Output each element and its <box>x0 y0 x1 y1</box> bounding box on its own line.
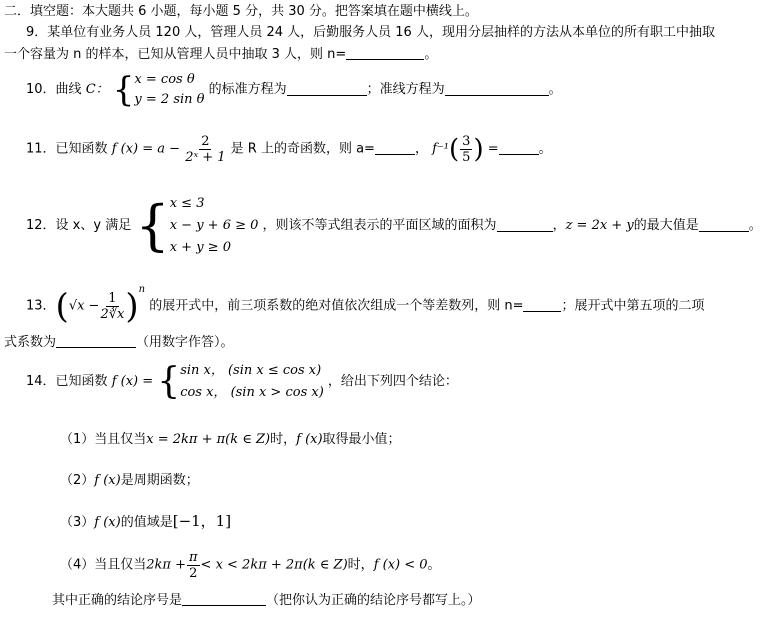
q14-s2-label: （2） <box>60 473 95 488</box>
q12-c1: x ≤ 3 <box>169 196 205 211</box>
q11-fx: f (x) = a − <box>111 141 181 157</box>
section-title: 二．填空题：本大题共 6 小题，每小题 5 分，共 30 分。把答案填在题中横线上。 <box>4 4 478 19</box>
q9-end: 。 <box>424 47 438 62</box>
q14-s1-end: 取得最小值； <box>322 432 401 447</box>
q10-answer-blank-1[interactable] <box>287 82 367 96</box>
q11-mid: 是 R 上的奇函数，则 a= <box>230 141 375 157</box>
q14-s2-fx: f (x) <box>94 473 121 488</box>
q10-mid2: ；准线方程为 <box>366 82 445 97</box>
q12-mid2: ， <box>552 218 566 233</box>
q14-s4-frac-num: π <box>189 550 198 565</box>
q14-s1-label: （1）当且仅当 <box>60 432 147 447</box>
q14 <box>26 360 458 408</box>
brace-icon: { <box>112 70 135 110</box>
q9-line1: 9．某单位有业务人员 120 人，管理人员 24 人，后勤服务人员 16 人，现用分层抽样的方法从本单位的所有职工中抽取 <box>26 25 715 40</box>
q9-text: 一个容量为 n 的样本，已知从管理人员中抽取 3 人，则 n= <box>4 47 347 62</box>
q14-s3-fx: f (x) <box>94 515 121 530</box>
left-paren-icon: ( <box>55 286 69 327</box>
q14-s4-text: 时， <box>347 557 374 573</box>
q14-statement-3 <box>60 513 231 531</box>
q14-s4-label: （4）当且仅当 <box>60 557 147 573</box>
q13-line2b: （用数字作答）。 <box>136 335 234 350</box>
q14-cases <box>157 360 324 404</box>
q10-prefix: 10．曲线 <box>26 82 82 97</box>
q11-end: 。 <box>538 141 552 157</box>
q14-fx: f (x) = <box>111 374 154 389</box>
brace-icon: { <box>157 361 181 402</box>
q10-system <box>113 70 205 110</box>
q14-case2: cos x， (sin x > cos x) <box>180 385 324 400</box>
q12-c3: x + y ≥ 0 <box>169 240 231 255</box>
q14-s4-fraction <box>187 550 200 581</box>
q13-prefix: 13． <box>26 298 56 314</box>
q11-arg-num: 3 <box>462 134 471 149</box>
q14-s3-text: 的值域是 <box>120 515 173 530</box>
q14-s4-math3: f (x) < 0 <box>373 557 428 573</box>
q11-arg-den: 5 <box>462 150 471 165</box>
q10 <box>26 70 562 114</box>
q13-frac-den: 2∛x <box>100 307 125 322</box>
q13-line2 <box>4 334 234 351</box>
q10-eq2: y = 2 sin θ <box>134 92 205 107</box>
q14-answer-blank[interactable] <box>182 592 266 606</box>
q12-end: 。 <box>748 218 762 233</box>
q13-line1: 的展开式中，前三项系数的绝对值依次组成一个等差数列，则 n= <box>149 298 524 314</box>
q14-s4-math1: 2kπ + <box>146 557 186 573</box>
q10-end: 。 <box>548 82 562 97</box>
q9-line2 <box>4 46 437 63</box>
right-paren-icon: ) <box>125 286 139 327</box>
q14-statement-1 <box>60 432 401 448</box>
q10-eq1: x = cos θ <box>134 72 195 87</box>
q14-s1-fx: f (x) <box>296 432 323 447</box>
q12-c2: x − y + 6 ≥ 0 <box>169 218 259 233</box>
q11-prefix: 11．已知函数 <box>26 141 108 157</box>
q14-s3-label: （3） <box>60 515 95 530</box>
q12-z: z = 2x + y <box>565 218 634 233</box>
q11-answer-blank-2[interactable] <box>499 141 539 155</box>
q14-tail: ，给出下列四个结论： <box>327 374 458 389</box>
right-paren-icon: ) <box>473 134 484 165</box>
brace-icon: { <box>135 194 170 257</box>
q12 <box>26 193 762 261</box>
q14-statement-4 <box>60 550 441 584</box>
q14-s4-frac-den: 2 <box>189 566 198 581</box>
q11-answer-blank-1[interactable] <box>375 141 415 155</box>
q10-mid: 的标准方程为 <box>208 82 287 97</box>
q14-s1-math: x = 2kπ + π(k ∈ Z) <box>146 432 271 447</box>
q9-answer-blank[interactable] <box>346 46 424 60</box>
q13-answer-blank-2[interactable] <box>56 334 136 348</box>
q11-frac-num: 2 <box>201 134 210 149</box>
q14-s4-end: 。 <box>427 557 441 573</box>
q14-s2-text: 是周期函数； <box>120 473 199 488</box>
q13-exp: n <box>138 284 146 295</box>
left-paren-icon: ( <box>449 134 460 165</box>
q14-s3-range: [−1，1] <box>172 512 232 530</box>
q14-s1-text: 时， <box>270 432 297 447</box>
q14-statement-2 <box>60 473 199 489</box>
q11-finv: f⁻¹ <box>432 141 449 157</box>
q13-answer-blank-1[interactable] <box>523 298 561 312</box>
q12-mid3: 的最大值是 <box>633 218 699 233</box>
q11-frac-den: 2ˣ + 1 <box>185 150 226 165</box>
q11-arg <box>460 134 472 165</box>
q14-answer-line <box>52 592 481 609</box>
q14-answer-hint: （把你认为正确的结论序号都写上。） <box>266 593 481 608</box>
q14-answer-label: 其中正确的结论序号是 <box>52 593 183 608</box>
q13-fraction <box>100 291 124 322</box>
q11 <box>26 134 552 174</box>
q12-system <box>135 193 258 259</box>
q12-answer-blank-2[interactable] <box>699 218 749 232</box>
q10-curve: C： <box>85 82 109 97</box>
q11-eq: = <box>487 141 499 157</box>
q11-fraction <box>185 134 225 165</box>
q11-mid2: ， <box>414 141 428 157</box>
q14-s4-math2: < x < 2kπ + 2π(k ∈ Z) <box>200 557 348 573</box>
q13-line2a: 式系数为 <box>4 335 57 350</box>
q14-prefix: 14．已知函数 <box>26 374 108 389</box>
q13-sqrtx: √x − <box>68 298 100 314</box>
q12-mid: ，则该不等式组表示的平面区域的面积为 <box>262 218 497 233</box>
q12-answer-blank-1[interactable] <box>497 218 553 232</box>
q12-prefix: 12．设 x、y 满足 <box>26 218 132 233</box>
q13-frac-num: 1 <box>108 291 117 306</box>
q14-case1: sin x， (sin x ≤ cos x) <box>180 363 322 378</box>
q13-line1b: ；展开式中第五项的二项 <box>561 298 705 314</box>
q13 <box>26 282 705 327</box>
q10-answer-blank-2[interactable] <box>445 82 549 96</box>
